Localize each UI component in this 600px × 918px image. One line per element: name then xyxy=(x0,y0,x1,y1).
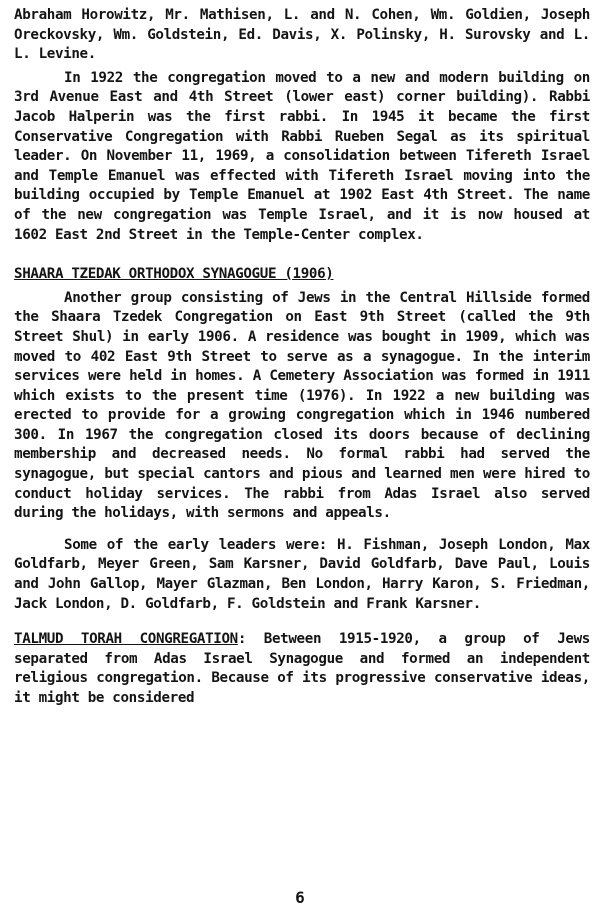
document-page xyxy=(14,6,590,709)
paragraph-talmud-torah xyxy=(14,630,590,708)
section-heading-shaara-tzedak xyxy=(14,265,590,285)
paragraph-1922-congregation: In 1922 the congregation moved to a new and modern building on 3rd Avenue East and 4th Street (lower east) corner building). Rabbi Jacob Halperin was the first rabbi. In 1945 it became the first Conservative Congregation with Rabbi Rueben Segal as its spiritual leader. On November 11, 1969, a consolidation between Tifereth Israel and Temple Emanuel was effected with Tifereth Israel moving into the building occupied by Temple Emanuel at 1902 East 4th Street. The name of the new congregation was Temple Israel, and it is now housed at 1602 East 2nd Street in the Temple-Center complex. xyxy=(14,69,590,243)
talmud-torah-text: : Between 1915-1920, a group of Jews separated from Adas Israel Synagogue and formed an independent religious congregation. Because of its progressive conservative ideas, it might be considered xyxy=(14,631,590,706)
section-heading-talmud-torah: TALMUD TORAH CONGREGATION xyxy=(14,631,238,648)
paragraph-shaara-tzedak: Another group consisting of Jews in the Central Hillside formed the Shaara Tzedek Congregation on East 9th Street (called the 9th Street Shul) in early 1906. A residence was bought in 1909, which was moved to 402 East 9th Street to serve as a synagogue. In the interim services were held in homes. A Cemetery Association was formed in 1911 which exists to the present time (1976). In 1922 a new building was erected to provide for a growing congregation which in 1946 numbered 300. In 1967 the congregation closed its doors because of declining membership and decreased needs. No formal rabbi had served the synagogue, but special cantors and pious and learned men were hired to conduct holiday services. The rabbi from Adas Israel also served during the holidays, with sermons and appeals. xyxy=(14,289,590,522)
heading-text: SHAARA TZEDAK ORTHODOX SYNAGOGUE (1906) xyxy=(14,266,334,283)
page-number: 6 xyxy=(295,888,305,907)
paragraph-early-leaders: Some of the early leaders were: H. Fishman, Joseph London, Max Goldfarb, Meyer Green, Sam Karsner, David Goldfarb, Dave Paul, Louis and John Gallop, Mayer Glazman, Ben London, Harry Karon, S. Friedman, Jack London, D. Goldfarb, F. Goldstein and Frank Karsner. xyxy=(14,536,590,612)
paragraph-leaders-continued: Abraham Horowitz, Mr. Mathisen, L. and N. Cohen, Wm. Goldien, Joseph Oreckovsky, Wm. Goldstein, Ed. Davis, X. Polinsky, H. Surovsky and L. L. Levine. xyxy=(14,7,590,63)
